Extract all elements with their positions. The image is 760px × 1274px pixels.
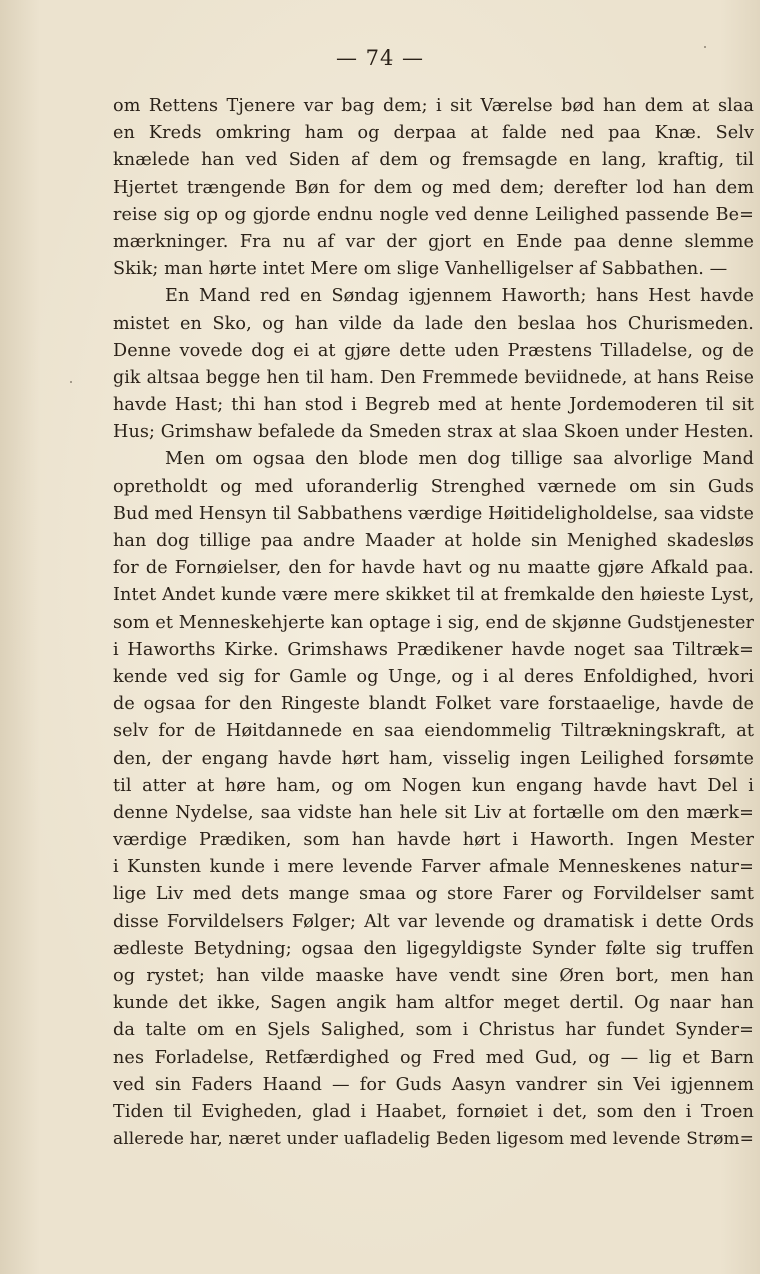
- text-line: ved sin Faders Haand — for Guds Aasyn vandrer sin Vei igjennem: [113, 1074, 754, 1095]
- text-line: værdige Prædiken, som han havde hørt i Haworth. Ingen Mester: [113, 830, 754, 851]
- text-line: kende ved sig for Gamle og Unge, og i al deres Enfoldighed, hvori: [113, 666, 754, 687]
- text-line: ædleste Betydning; ogsaa den ligegyldigste Synder følte sig truffen: [113, 938, 754, 959]
- text-line: i Kunsten kunde i mere levende Farver afmale Menneskenes natur=: [113, 857, 754, 878]
- paragraph-start-line: En Mand red en Søndag igjennem Haworth; hans Hest havde: [165, 286, 754, 307]
- paper-speck: [70, 381, 72, 383]
- text-line: Intet Andet kunde være mere skikket til at fremkalde den høieste Lyst,: [113, 585, 754, 606]
- text-line: som et Menneskehjerte kan optage i sig, end de skjønne Gudstjenester: [113, 612, 754, 633]
- text-line: knælede han ved Siden af dem og fremsagde en lang, kraftig, til: [113, 150, 754, 171]
- text-line: selv for de Høitdannede en saa eiendommelig Tiltrækningskraft, at: [113, 721, 754, 742]
- text-line: Hus; Grimshaw befalede da Smeden strax at slaa Skoen under Hesten.: [113, 422, 754, 443]
- text-line: lige Liv med dets mange smaa og store Farer og Forvildelser samt: [113, 884, 754, 905]
- text-line: Tiden til Evigheden, glad i Haabet, fornøiet i det, som den i Troen: [113, 1101, 754, 1122]
- text-line: denne Nydelse, saa vidste han hele sit Liv at fortælle om den mærk=: [113, 802, 754, 823]
- text-line: i Haworths Kirke. Grimshaws Prædikener havde noget saa Tiltræk=: [113, 639, 754, 660]
- text-line: Denne vovede dog ei at gjøre dette uden Præstens Tilladelse, og de: [113, 340, 754, 361]
- text-line: havde Hast; thi han stod i Begreb med at hente Jordemoderen til sit: [113, 395, 754, 416]
- text-line: da talte om en Sjels Salighed, som i Christus har fundet Synder=: [113, 1020, 754, 1041]
- text-line: for de Fornøielser, den for havde havt og nu maatte gjøre Afkald paa.: [113, 558, 754, 579]
- text-line: disse Forvildelsers Følger; Alt var levende og dramatisk i dette Ords: [113, 911, 754, 932]
- text-line: de ogsaa for den Ringeste blandt Folket vare forstaaelige, havde de: [113, 694, 754, 715]
- text-line: mistet en Sko, og han vilde da lade den beslaa hos Churismeden.: [113, 313, 754, 334]
- text-line: han dog tillige paa andre Maader at holde sin Menighed skadesløs: [113, 531, 754, 551]
- body-text: [113, 93, 754, 1153]
- text-line: til atter at høre ham, og om Nogen kun engang havde havt Del i: [113, 775, 754, 796]
- text-line: Bud med Hensyn til Sabbathens værdige Høitideligholdelse, saa vidste: [113, 503, 754, 524]
- text-line: en Kreds omkring ham og derpaa at falde ned paa Knæ. Selv: [113, 123, 754, 144]
- text-line: mærkninger. Fra nu af var der gjort en Ende paa denne slemme: [113, 231, 754, 252]
- paragraph-start-line: Men om ogsaa den blode men dog tillige saa alvorlige Mand: [165, 449, 754, 470]
- text-line: reise sig op og gjorde endnu nogle ved denne Leilighed passende Be=: [113, 204, 754, 225]
- paper-speck: [704, 46, 706, 48]
- text-line: kunde det ikke, Sagen angik ham altfor meget dertil. Og naar han: [113, 993, 754, 1014]
- text-line: den, der engang havde hørt ham, visselig ingen Leilighed forsømte: [113, 748, 754, 769]
- page-number: — 74 —: [335, 46, 425, 70]
- text-line: og rystet; han vilde maaske have vendt sine Øren bort, men han: [113, 966, 754, 986]
- text-line: Skik; man hørte intet Mere om slige Vanhelligelser af Sabbathen. —: [113, 259, 728, 280]
- text-line: opretholdt og med uforanderlig Strenghed værnede om sin Guds: [113, 476, 754, 497]
- text-line: om Rettens Tjenere var bag dem; i sit Værelse bød han dem at slaa: [113, 96, 754, 116]
- text-line: gik altsaa begge hen til ham. Den Fremmede beviidnede, at hans Reise: [113, 367, 754, 388]
- text-line: allerede har, næret under uafladelig Beden ligesom med levende Strøm=: [113, 1129, 754, 1150]
- text-line: nes Forladelse, Retfærdighed og Fred med Gud, og — lig et Barn: [113, 1047, 754, 1068]
- text-line: Hjertet trængende Bøn for dem og med dem; derefter lod han dem: [113, 177, 754, 198]
